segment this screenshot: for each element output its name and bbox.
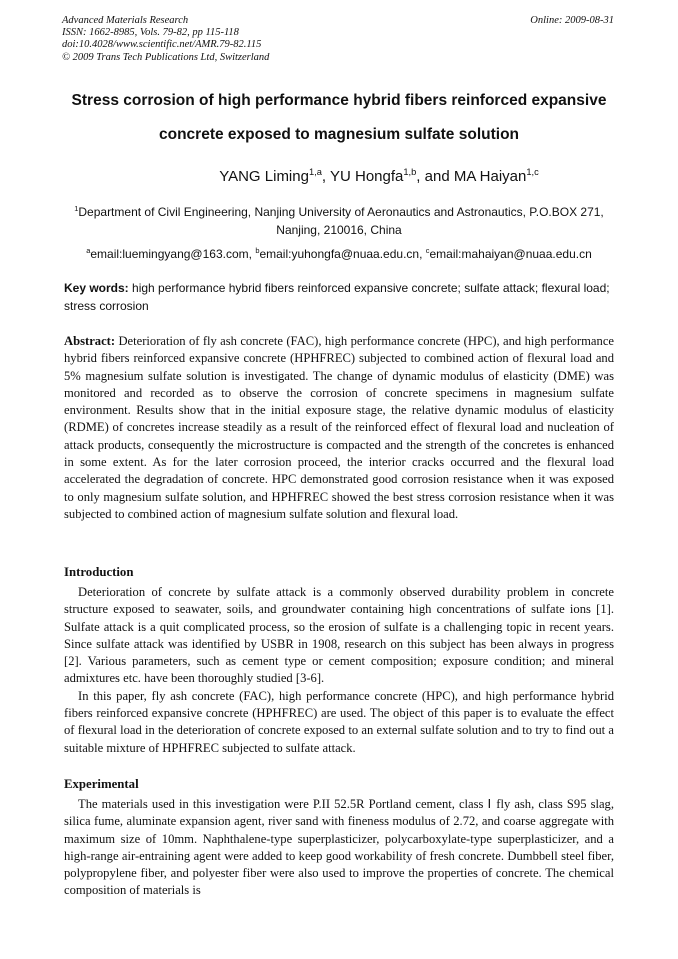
online-date: Online: 2009-08-31	[530, 15, 614, 26]
abstract-label: Abstract:	[64, 334, 116, 348]
affiliation-line-1: Department of Civil Engineering, Nanjing University of Aeronautics and Astronautics, P.O.BOX 271,	[78, 205, 604, 219]
introduction-heading: Introduction	[64, 565, 134, 579]
introduction-paragraph-2: In this paper, fly ash concrete (FAC), high performance concrete (HPC), and high performance hybrid fibers reinforced expansive concrete (HPHFREC) are used. The object of this paper is to evaluate the effect of flexural load in the deterioration of concrete exposed to an external sulfate solution and to try to find out a suitable mixture of HPHFREC subjected to sulfate attack.	[64, 688, 614, 755]
journal-header	[62, 15, 269, 64]
keywords-text: high performance hybrid fibers reinforced expansive concrete; sulfate attack; flexural load; stress corrosion	[64, 281, 610, 313]
abstract	[64, 333, 614, 523]
affiliation-line-2: Nanjing, 210016, China	[276, 223, 402, 237]
paper-title-line-1: Stress corrosion of high performance hybrid fibers reinforced expansive	[71, 92, 607, 109]
email-sup: b	[255, 246, 260, 255]
journal-name: Advanced Materials Research	[62, 15, 189, 26]
introduction-body	[64, 584, 614, 757]
email-link[interactable]: email:luemingyang@163.com,	[90, 247, 256, 261]
author-sup: 1,a	[308, 167, 322, 177]
author-separator: , and	[416, 168, 454, 185]
author-list	[0, 168, 678, 185]
affiliation	[40, 203, 638, 239]
author-name: YU Hongfa	[329, 168, 404, 185]
keywords	[64, 279, 616, 315]
email-list	[40, 245, 638, 263]
experimental-paragraph-1: The materials used in this investigation were P.II 52.5R Portland cement, class Ⅰ fly ash, class S95 slag, silica fume, aluminate expansion agent, river sand with fineness modulus of 2.72, and coarse aggregate with maximum size of 10mm. Naphthalene-type superplasticizer, polycarboxylate-type superplasticizer, and a high-range air-entraining agent were added to keep good workability of fresh concrete. Dumbbell steel fiber, polypropylene fiber, and polyester fiber were also used to improve the properties of concrete. The chemical composition of materials is	[64, 797, 614, 898]
author-sup: 1,c	[526, 167, 539, 177]
introduction-paragraph-1: Deterioration of concrete by sulfate attack is a commonly observed durability problem in concrete structure exposed to seawater, soils, and groundwater containing high concentrations of sulfate ions [1]. Sulfate attack is a quit complicated process, so the erosion of sulfate is a challenging topic in recent years. Since sulfate attack was identified by USBR in 1908, research on this subject has been always in progress [2]. Various parameters, such as cement type or cement composition; exposure condition; and mineral admixtures etc. have been thoroughly studied [3-6].	[64, 585, 614, 686]
experimental-heading: Experimental	[64, 777, 139, 791]
author-sup: 1,b	[403, 167, 417, 177]
author-separator: ,	[321, 168, 330, 185]
copyright: © 2009 Trans Tech Publications Ltd, Switzerland	[62, 51, 270, 63]
email-link[interactable]: email:yuhongfa@nuaa.edu.cn,	[259, 247, 426, 261]
keywords-label: Key words:	[64, 281, 129, 295]
issn: ISSN: 1662-8985, Vols. 79-82, pp 115-118	[62, 27, 239, 39]
experimental-body	[64, 796, 614, 900]
email-sup: c	[425, 246, 430, 255]
affiliation-sup: 1	[74, 204, 79, 213]
doi: doi:10.4028/www.scientific.net/AMR.79-82.115	[62, 39, 262, 51]
paper-title-line-2: concrete exposed to magnesium sulfate solution	[158, 126, 520, 143]
email-link[interactable]: email:mahaiyan@nuaa.edu.cn	[429, 247, 592, 261]
abstract-text: Deterioration of fly ash concrete (FAC), high performance concrete (HPC), and high performance hybrid fibers reinforced expansive concrete (HPHFREC) subjected to combined action of flexural load and 5% magnesium sulfate solution is investigated. The change of dynamic modulus of elasticity (DME) was monitored and recorded as to observe the corrosion of concrete specimens in magnesium sulfate environment. Results show that in the initial exposure stage, the relative dynamic modulus of elasticity (RDME) of concretes increase steadily as a result of the reinforced effect of flexural load and nucleation of attack products, consequently the microstructure is compacted and the strength of the concretes is enhanced in some extent. As for the later corrosion proceed, the interior cracks occurred and the flexural load accelerated the degradation of concrete. HPC demonstrated good corrosion resistance when it was exposed to only magnesium sulfate solution, and HPHFREC showed the best stress corrosion resistance when it was subjected to combined action of magnesium sulfate solution and flexural load.	[64, 334, 614, 521]
email-sup: a	[86, 246, 91, 255]
author-name: MA Haiyan	[453, 168, 527, 185]
author-name: YANG Liming	[219, 168, 309, 185]
